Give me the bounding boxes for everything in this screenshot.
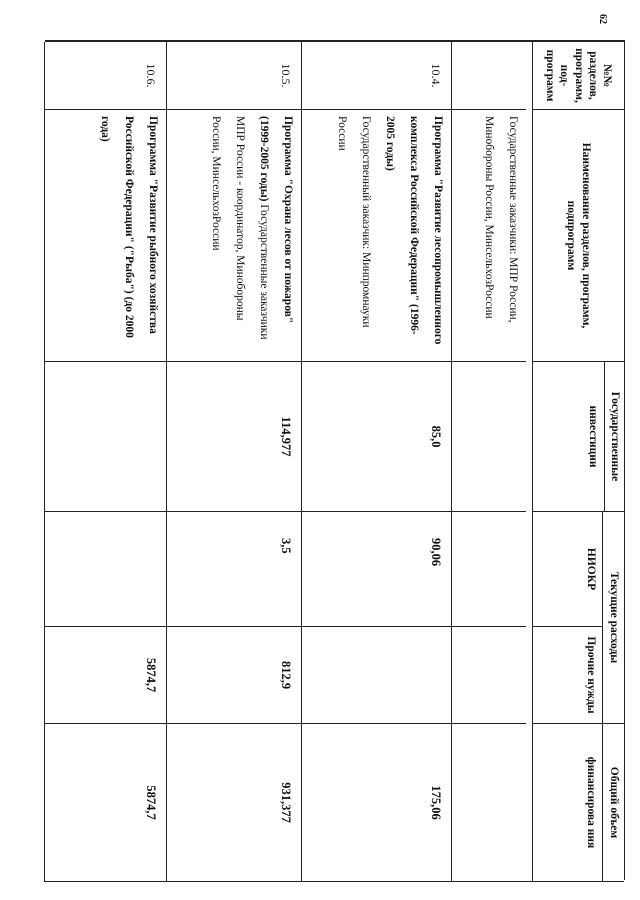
row-number: 10.4. bbox=[301, 42, 451, 110]
row-total: 175,06 bbox=[301, 724, 451, 882]
page-number: 62 bbox=[597, 14, 608, 24]
header-col-invest-group: Государственные bbox=[604, 362, 624, 512]
row-other: 5874,7 bbox=[44, 627, 166, 724]
header-col-current-group: Текущие расходы bbox=[602, 512, 624, 724]
row-investments bbox=[44, 362, 166, 512]
header-body-gap bbox=[526, 42, 532, 882]
row-total bbox=[451, 724, 526, 882]
row-niokr: 3,5 bbox=[166, 512, 301, 627]
row-name bbox=[301, 110, 451, 362]
row-investments: 85,0 bbox=[301, 362, 451, 512]
row-other: 812,9 bbox=[166, 627, 301, 724]
row-niokr bbox=[451, 512, 526, 627]
row-name bbox=[166, 110, 301, 362]
row-number: 10.5. bbox=[166, 42, 301, 110]
row-name bbox=[44, 110, 166, 362]
row-niokr: 90,06 bbox=[301, 512, 451, 627]
rotated-table-wrapper bbox=[45, 40, 625, 880]
row-name bbox=[451, 110, 526, 362]
header-col-total-group: Общий объем bbox=[602, 724, 624, 882]
header-col-number: №№ разделов, программ, под-программ bbox=[532, 42, 624, 110]
program-customers: Государственные заказчики: МПР России, Минобороны России, МинсельхозРоссии bbox=[483, 116, 519, 323]
row-investments bbox=[451, 362, 526, 512]
header-col-niokr: НИОКР bbox=[532, 512, 602, 627]
row-other bbox=[451, 627, 526, 724]
header-col-other: Прочие нужды bbox=[532, 627, 602, 724]
header-col-name: Наименование разделов, программ, подпрограмм bbox=[532, 110, 624, 362]
row-total: 5874,7 bbox=[44, 724, 166, 882]
header-col-invest: инвестиции bbox=[532, 362, 604, 512]
program-customers: Государственные заказчики МПР России - координатор, Минобороны России, МинсельхозРоссии bbox=[210, 116, 270, 340]
program-title: Программа "Развитие лесопромышленного комплекса Российской Федерации" (1996-2005 годы) bbox=[384, 116, 444, 345]
program-title: Программа "Охрана лесов от пожаров" (1999-2005 годы) bbox=[258, 116, 294, 324]
row-total: 931,377 bbox=[166, 724, 301, 882]
program-title: Программа "Развитие рыбного хозяйства Российской Федерации" ("Рыба") (до 2000 года) bbox=[99, 116, 159, 338]
row-number bbox=[451, 42, 526, 110]
header-col-total: финансирова ния bbox=[532, 724, 602, 882]
row-other bbox=[301, 627, 451, 724]
row-number: 10.6. bbox=[44, 42, 166, 110]
program-customers: Государственный заказчик: Минпромнауки России bbox=[336, 116, 372, 328]
row-niokr bbox=[44, 512, 166, 627]
row-investments: 114,977 bbox=[166, 362, 301, 512]
financing-table bbox=[45, 40, 625, 880]
